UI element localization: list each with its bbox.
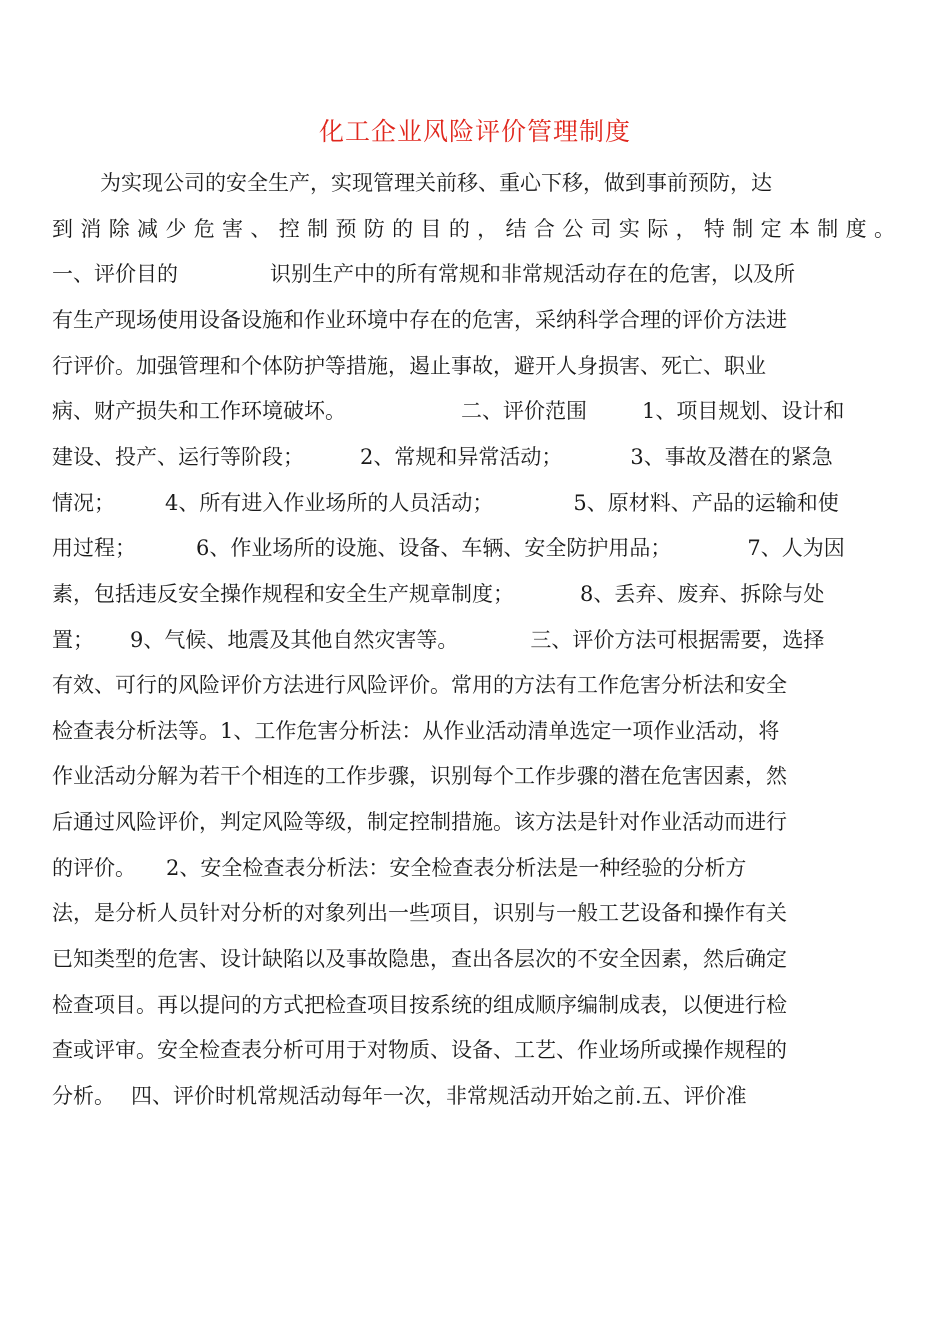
list-item: 情况； bbox=[52, 491, 115, 515]
text-segment: 识别生产中的所有常规和非常规活动存在的危害，以及所 bbox=[270, 262, 795, 286]
text-line bbox=[52, 617, 824, 663]
list-item: 8、丢弃、废弃、拆除与处 bbox=[580, 582, 825, 606]
text-line: 检查项目。再以提问的方式把检查项目按系统的组成顺序编制成表，以便进行检 bbox=[52, 993, 787, 1017]
section-heading: 一、评价目的 bbox=[52, 262, 178, 286]
list-item: 1、项目规划、设计和 bbox=[642, 399, 845, 423]
list-item: 4、所有进入作业场所的人员活动； bbox=[165, 491, 494, 515]
text-line: 查或评审。安全检查表分析可用于对物质、设备、工艺、作业场所或操作规程的 bbox=[52, 1038, 787, 1062]
text-line bbox=[52, 571, 824, 617]
list-item: 5、原材料、产品的运输和使 bbox=[573, 491, 839, 515]
text-line bbox=[52, 434, 833, 480]
list-item: 置； bbox=[52, 628, 94, 652]
section-heading: 二、评价范围 bbox=[461, 399, 587, 423]
text-line bbox=[52, 388, 844, 434]
text-line: 有效、可行的风险评价方法进行风险评价。常用的方法有工作危害分析法和安全 bbox=[52, 673, 787, 697]
text-line: 已知类型的危害、设计缺陷以及事故隐患，查出各层次的不安全因素，然后确定 bbox=[52, 947, 787, 971]
list-item: 7、人为因 bbox=[747, 536, 845, 560]
section-heading: 四、评价时机常规活动每年一次，非常规活动开始之前.五、评价准 bbox=[131, 1084, 747, 1108]
text-segment: 的评价。 bbox=[52, 856, 136, 880]
list-item: 建设、投产、运行等阶段； bbox=[52, 445, 304, 469]
text-segment: 分析。 bbox=[52, 1084, 115, 1108]
list-item: 9、气候、地震及其他自然灾害等。 bbox=[130, 628, 459, 652]
text-line: 行评价。加强管理和个体防护等措施，遏止事故，避开人身损害、死亡、职业 bbox=[52, 354, 766, 378]
text-line: 为实现公司的安全生产，实现管理关前移、重心下移，做到事前预防，达 bbox=[100, 171, 772, 195]
text-line bbox=[52, 251, 795, 297]
document-title: 化工企业风险评价管理制度 bbox=[318, 117, 631, 146]
text-line bbox=[52, 1073, 747, 1119]
section-heading: 三、评价方法可根据需要，选择 bbox=[530, 628, 825, 652]
text-line: 后通过风险评价，判定风险等级，制定控制措施。该方法是针对作业活动而进行 bbox=[52, 810, 787, 834]
text-segment: 2、安全检查表分析法：安全检查表分析法是一种经验的分析方 bbox=[166, 856, 747, 880]
list-item: 6、作业场所的设施、设备、车辆、安全防护用品； bbox=[196, 536, 672, 560]
text-line: 到消除减少危害、控制预防的目的，结合公司实际，特制定本制度。 bbox=[52, 217, 895, 241]
text-line: 作业活动分解为若干个相连的工作步骤，识别每个工作步骤的潜在危害因素，然 bbox=[52, 764, 787, 788]
text-line bbox=[52, 480, 839, 526]
list-item: 3、事故及潜在的紧急 bbox=[630, 445, 833, 469]
list-item: 2、常规和异常活动； bbox=[360, 445, 563, 469]
text-line: 有生产现场使用设备设施和作业环境中存在的危害，采纳科学合理的评价方法进 bbox=[52, 308, 787, 332]
text-line bbox=[52, 845, 746, 891]
text-line: 法，是分析人员针对分析的对象列出一些项目，识别与一般工艺设备和操作有关 bbox=[52, 901, 787, 925]
list-item: 素，包括违反安全操作规程和安全生产规章制度； bbox=[52, 582, 514, 606]
text-line: 检查表分析法等。1、工作危害分析法：从作业活动清单选定一项作业活动，将 bbox=[52, 719, 780, 743]
text-segment: 病、财产损失和工作环境破坏。 bbox=[52, 399, 346, 423]
list-item: 用过程； bbox=[52, 536, 136, 560]
text-line bbox=[52, 525, 845, 571]
